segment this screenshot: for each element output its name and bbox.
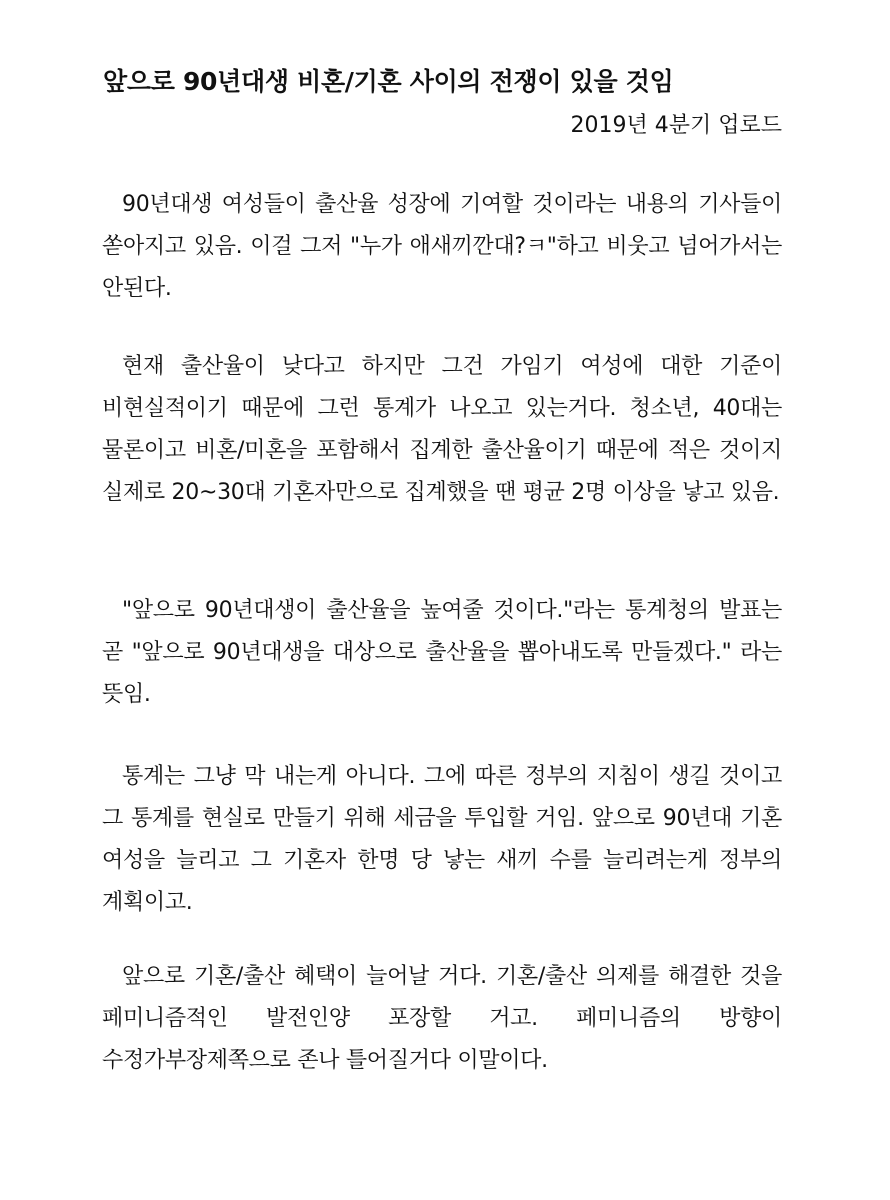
paragraph-4: 통계는 그냥 막 내는게 아니다. 그에 따른 정부의 지침이 생길 것이고 그 통계를 현실로 만들기 위해 세금을 투입할 거임. 앞으로 90년대 기혼 여성을 늘리고 그 기혼자 한명 당 낳는 새끼 수를 늘리려는게 정부의 계획이고. (102, 764, 782, 915)
paragraph-5: 앞으로 기혼/출산 혜택이 늘어날 거다. 기혼/출산 의제를 해결한 것을 페미니즘적인 발전인양 포장할 거고. 페미니즘의 방향이 수정가부장제쪽으로 존나 틀어질거다 이말이다. (102, 964, 782, 1073)
paragraph-3: "앞으로 90년대생이 출산율을 높여줄 것이다."라는 통계청의 발표는 곧 "앞으로 90년대생을 대상으로 출산율을 뽑아내도록 만들겠다." 라는 뜻임. (102, 598, 782, 707)
update-note: 2019년 4분기 업로드 (570, 113, 782, 138)
document-title: 앞으로 90년대생 비혼/기혼 사이의 전쟁이 있을 것임 (103, 67, 674, 96)
paragraph-1: 90년대생 여성들이 출산율 성장에 기여할 것이라는 내용의 기사들이 쏟아지고 있음. 이걸 그저 "누가 애새끼깐대?ㅋ"하고 비웃고 넘어가서는 안된다. (102, 192, 782, 301)
paragraph-2: 현재 출산율이 낮다고 하지만 그건 가임기 여성에 대한 기준이 비현실적이기 때문에 그런 통계가 나오고 있는거다. 청소년, 40대는 물론이고 비혼/미혼을 포함해서 집계한 출산율이기 때문에 적은 것이지 실제로 20~30대 기혼자만으로 집계했을 땐 평균 2명 이상을 낳고 있음. (102, 354, 782, 505)
